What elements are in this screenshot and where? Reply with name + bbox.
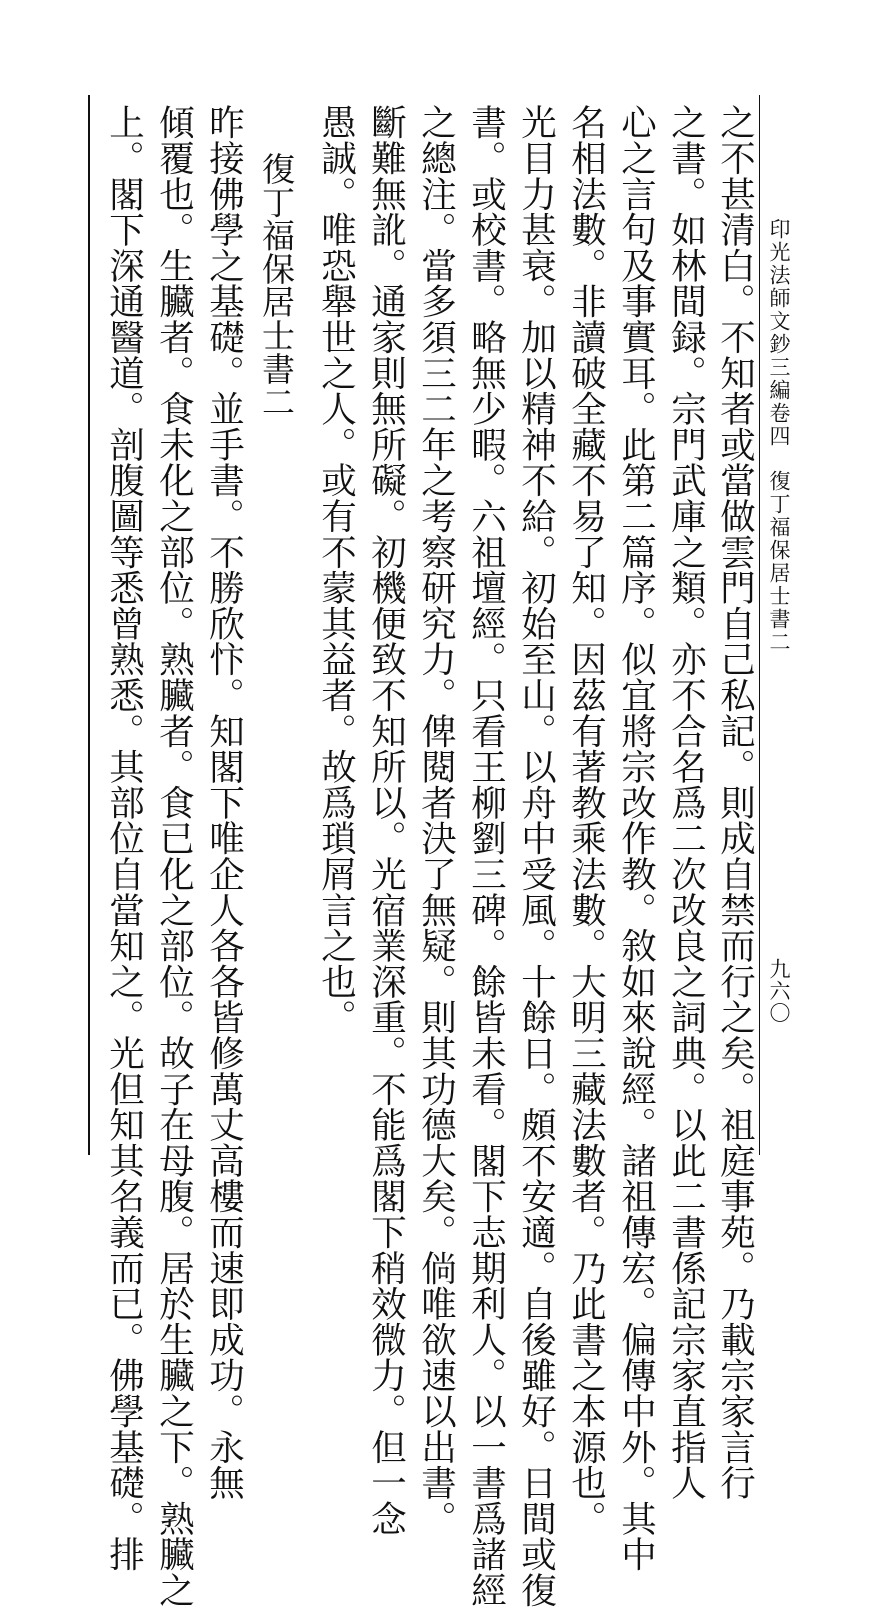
text-column-10: 昨接佛學之基礎。並手書。不勝欣忭。知閣下唯企人各各皆修萬丈高樓而速即成功。永無 xyxy=(203,104,245,1501)
text-column-3: 心之言句及事實耳。此第二篇序。似宜將宗改作教。敘如來說經。諸祖傳宏。偏傳中外。其中 xyxy=(615,104,657,1572)
text-column-4: 名相法數。非讀破全藏不易了知。因茲有著教乘法數。大明三藏法數者。乃此書之本源也。 xyxy=(565,104,607,1536)
text-column-7: 之總注。當多須三二年之考察研究力。俾閱者決了無疑。則其功德大矣。倘唯欲速以出書。 xyxy=(415,104,457,1536)
running-section-title: 復丁福保居士書二 xyxy=(767,470,791,654)
letter-heading: 復丁福保居士書二 xyxy=(257,152,296,419)
text-column-9: 愚誠。唯恐舉世之人。或有不蒙其益者。故爲瑣屑言之也。 xyxy=(315,104,357,1035)
running-title: 印光法師文鈔三編卷四 xyxy=(767,218,791,448)
text-column-2: 之書。如林間録。宗門武庫之類。亦不合名爲二次改良之詞典。以此二書係記宗家直指人 xyxy=(665,104,707,1501)
text-column-12: 上。閣下深通醫道。剖腹圖等悉曾熟悉。其部位自當知之。光但知其名義而已。佛學基礎。排 xyxy=(103,104,145,1572)
text-column-8: 斷難無訛。通家則無所礙。初機便致不知所以。光宿業深重。不能爲閣下稍效微力。但一念 xyxy=(365,104,407,1536)
text-column-11: 傾覆也。生臟者。食未化之部位。熟臟者。食已化之部位。故子在母腹。居於生臟之下。熟臟之 xyxy=(153,104,195,1608)
text-column-1: 之不甚清白。不知者或當做雲門自己私記。則成自禁而行之矣。祖庭事苑。乃載宗家言行 xyxy=(714,104,756,1501)
page-number: 九六〇 xyxy=(767,958,791,1024)
text-column-5: 光目力甚衰。加以精神不給。初始至山。以舟中受風。十餘日。頗不安適。自後雖好。日間或復 xyxy=(515,104,557,1608)
text-column-6: 書。或校書。略無少暇。六祖壇經。只看王柳劉三碑。餘皆未看。閣下志期利人。以一書爲諸經 xyxy=(465,104,507,1608)
